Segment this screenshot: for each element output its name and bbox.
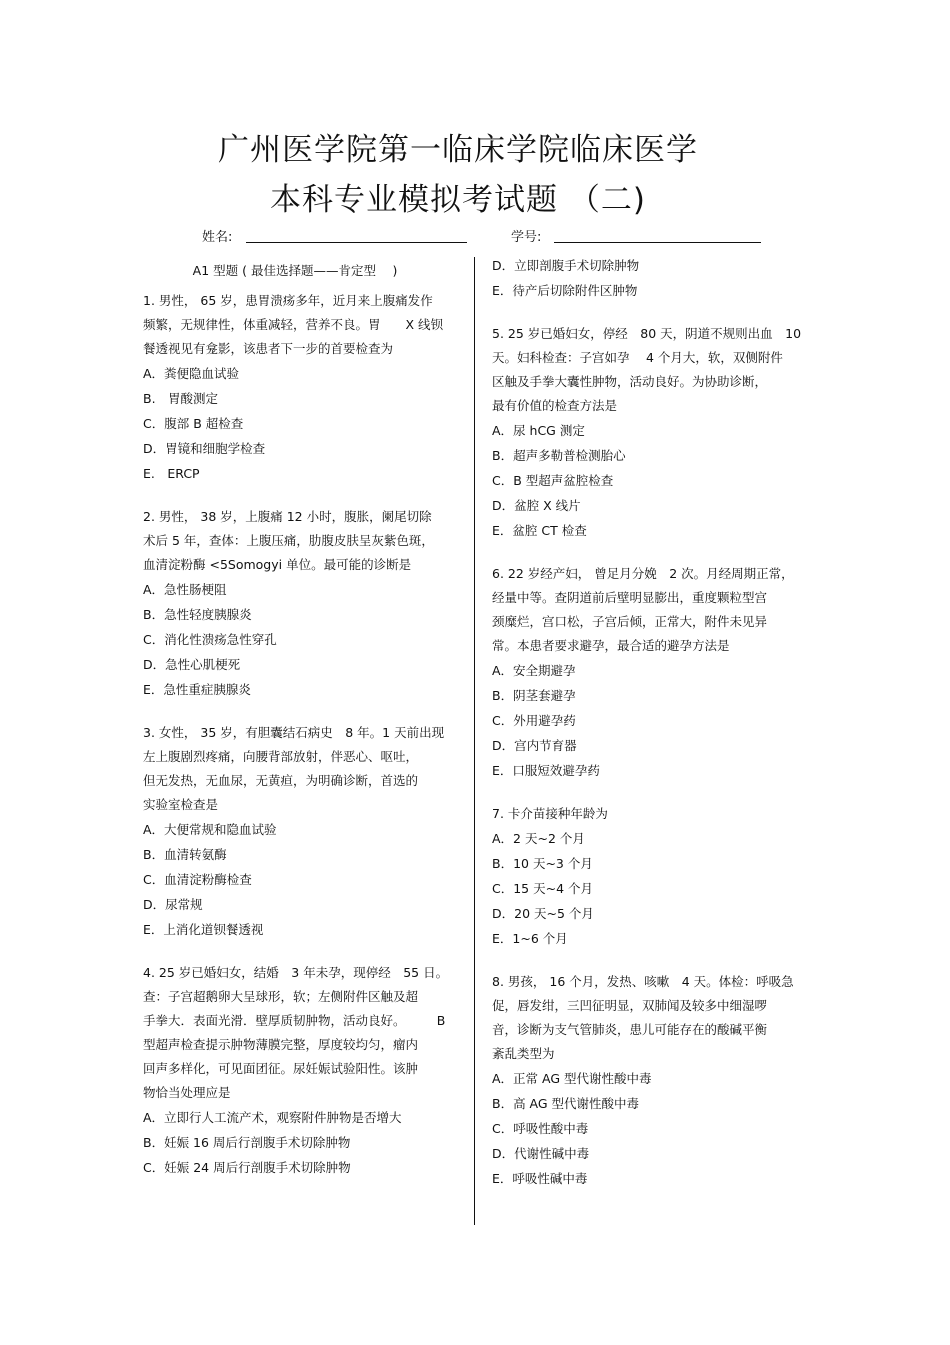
question-stem-line: 8. 男孩， 16 个月，发热、咳嗽 4 天。体检：呼吸急	[492, 974, 794, 989]
question-stem-line: 颈糜烂，宫口松，子宫后倾，正常大，附件未见异	[492, 614, 768, 629]
question-stem-line: 物恰当处理应是	[143, 1085, 231, 1100]
answer-option: E．呼吸性碱中毒	[492, 1171, 588, 1186]
question-stem-line: 回声多样化，可见面团征。尿妊娠试验阳性。该肿	[143, 1061, 419, 1076]
student-id-field-line	[554, 242, 761, 243]
answer-option: C．消化性溃疡急性穿孔	[143, 632, 277, 647]
answer-option: C．腹部 B 超检查	[143, 416, 244, 431]
question-stem-line: 7. 卡介苗接种年龄为	[492, 806, 608, 821]
right-question-2	[492, 562, 814, 783]
question-stem-line: 频繁，无规律性，体重减轻，营养不良。胃 X 线钡	[143, 317, 444, 332]
answer-option: B．急性轻度胰腺炎	[143, 607, 252, 622]
question-stem-line: 音，诊断为支气管肺炎，患儿可能存在的酸碱平衡	[492, 1022, 768, 1037]
right-column	[492, 253, 814, 1210]
answer-option: A．大便常规和隐血试验	[143, 822, 277, 837]
question-stem-line: 区触及手拳大囊性肿物，活动良好。为协助诊断，	[492, 374, 768, 389]
answer-option: B．高 AG 型代谢性酸中毒	[492, 1096, 640, 1111]
question-stem-line: 最有价值的检查方法是	[492, 398, 618, 413]
answer-option: B．血清转氨酶	[143, 847, 227, 862]
answer-option: D．代谢性碱中毒	[492, 1146, 590, 1161]
answer-option: E．上消化道钡餐透视	[143, 922, 264, 937]
question-stem-line: 3. 女性， 35 岁，有胆囊结石病史 8 年。1 天前出现	[143, 725, 445, 740]
answer-option: C．外用避孕药	[492, 713, 576, 728]
question-stem-line: 查：子宫超鹅卵大呈球形，软；左侧附件区触及超	[143, 989, 419, 1004]
answer-option: C．血清淀粉酶检查	[143, 872, 252, 887]
answer-option: E．1~6 个月	[492, 931, 568, 946]
answer-option: D．盆腔 X 线片	[492, 498, 581, 513]
question-stem-line: 常。本患者要求避孕，最合适的避孕方法是	[492, 638, 730, 653]
right-question-4	[492, 970, 814, 1191]
answer-option: E．口服短效避孕药	[492, 763, 600, 778]
question-stem-line: 但无发热，无血尿，无黄疸，为明确诊断，首选的	[143, 773, 419, 788]
question-stem-line: 餐透视见有龛影，该患者下一步的首要检查为	[143, 341, 394, 356]
question-stem-line: 血清淀粉酶 <5Somogyi 单位。最可能的诊断是	[143, 557, 412, 572]
question-stem-line: 1. 男性， 65 岁，患胃溃疡多年，近月来上腹痛发作	[143, 293, 433, 308]
answer-option: E．盆腔 CT 检查	[492, 523, 587, 538]
question-stem-line: 天。妇科检查：子宫如孕 4 个月大，软，双侧附件	[492, 350, 783, 365]
exam-title-line2: 本科专业模拟考试题 （二)	[270, 182, 646, 218]
answer-option: E．待产后切除附件区肿物	[492, 283, 638, 298]
name-field-line	[246, 242, 467, 243]
left-question-1	[143, 289, 465, 486]
answer-option: D．立即剖腹手术切除肿物	[492, 258, 640, 273]
answer-option: A．粪便隐血试验	[143, 366, 240, 381]
left-column	[143, 259, 465, 1199]
question-stem-line: 6. 22 岁经产妇， 曾足月分娩 2 次。月经周期正常，	[492, 566, 794, 581]
exam-title-line1: 广州医学院第一临床学院临床医学	[218, 132, 698, 168]
section-title: A1 型题 ( 最佳选择题——肯定型 )	[192, 263, 398, 278]
answer-option: B．阴茎套避孕	[492, 688, 576, 703]
question-stem-line: 紊乱类型为	[492, 1046, 555, 1061]
question-stem-line: 手拳大．表面光滑．壁厚质韧肿物，活动良好。 B	[143, 1013, 446, 1028]
question-stem-line: 型超声检查提示肿物薄膜完整，厚度较均匀，瘤内	[143, 1037, 419, 1052]
answer-option: B. 胃酸测定	[143, 391, 219, 406]
answer-option: A．尿 hCG 测定	[492, 423, 585, 438]
answer-option: E. ERCP	[143, 466, 200, 481]
answer-option: A．安全期避孕	[492, 663, 576, 678]
question-stem-line: 2. 男性， 38 岁，上腹痛 12 小时，腹胀，阑尾切除	[143, 509, 432, 524]
answer-option: A．急性肠梗阻	[143, 582, 227, 597]
answer-option: B．妊娠 16 周后行剖腹手术切除肿物	[143, 1135, 351, 1150]
answer-option: A．2 天~2 个月	[492, 831, 585, 846]
answer-option: D．20 天~5 个月	[492, 906, 594, 921]
right-question-1	[492, 322, 814, 543]
answer-option: A．立即行人工流产术，观察附件肿物是否增大	[143, 1110, 402, 1125]
name-label: 姓名:	[202, 230, 233, 245]
column-divider	[474, 257, 475, 1225]
answer-option: C．妊娠 24 周后行剖腹手术切除肿物	[143, 1160, 351, 1175]
answer-option: D．宫内节育器	[492, 738, 577, 753]
answer-option: A．正常 AG 型代谢性酸中毒	[492, 1071, 652, 1086]
left-question-2	[143, 505, 465, 702]
question-stem-line: 促，唇发绀，三凹征明显，双肺闻及较多中细湿啰	[492, 998, 768, 1013]
answer-option: C．呼吸性酸中毒	[492, 1121, 589, 1136]
question-stem-line: 经量中等。查阴道前后壁明显膨出，重度颗粒型宫	[492, 590, 768, 605]
answer-option: E．急性重症胰腺炎	[143, 682, 251, 697]
answer-option: D．尿常规	[143, 897, 203, 912]
answer-option: B．10 天~3 个月	[492, 856, 593, 871]
left-question-list	[143, 289, 465, 1180]
question-stem-line: 术后 5 年，查体：上腹压痛，肋腹皮肤呈灰紫色斑，	[143, 533, 434, 548]
left-question-3	[143, 721, 465, 942]
answer-option: C．B 型超声盆腔检查	[492, 473, 614, 488]
answer-option: B．超声多勒普检测胎心	[492, 448, 626, 463]
question-stem-line: 实验室检查是	[143, 797, 219, 812]
question-stem-line: 4. 25 岁已婚妇女，结婚 3 年未孕，现停经 55 日。	[143, 965, 449, 980]
question-stem-line: 左上腹剧烈疼痛，向腰背部放射，伴恶心、呕吐，	[143, 749, 419, 764]
answer-option: D．急性心肌梗死	[143, 657, 241, 672]
answer-option: D．胃镜和细胞学检查	[143, 441, 266, 456]
right-question-list	[492, 322, 814, 1191]
answer-option: C．15 天~4 个月	[492, 881, 594, 896]
right-question-3	[492, 802, 814, 951]
question-stem-line: 5. 25 岁已婚妇女，停经 80 天，阴道不规则出血 10	[492, 326, 802, 341]
student-id-label: 学号:	[511, 230, 542, 245]
left-question-4	[143, 961, 465, 1180]
question-4-continued-options	[492, 253, 814, 303]
